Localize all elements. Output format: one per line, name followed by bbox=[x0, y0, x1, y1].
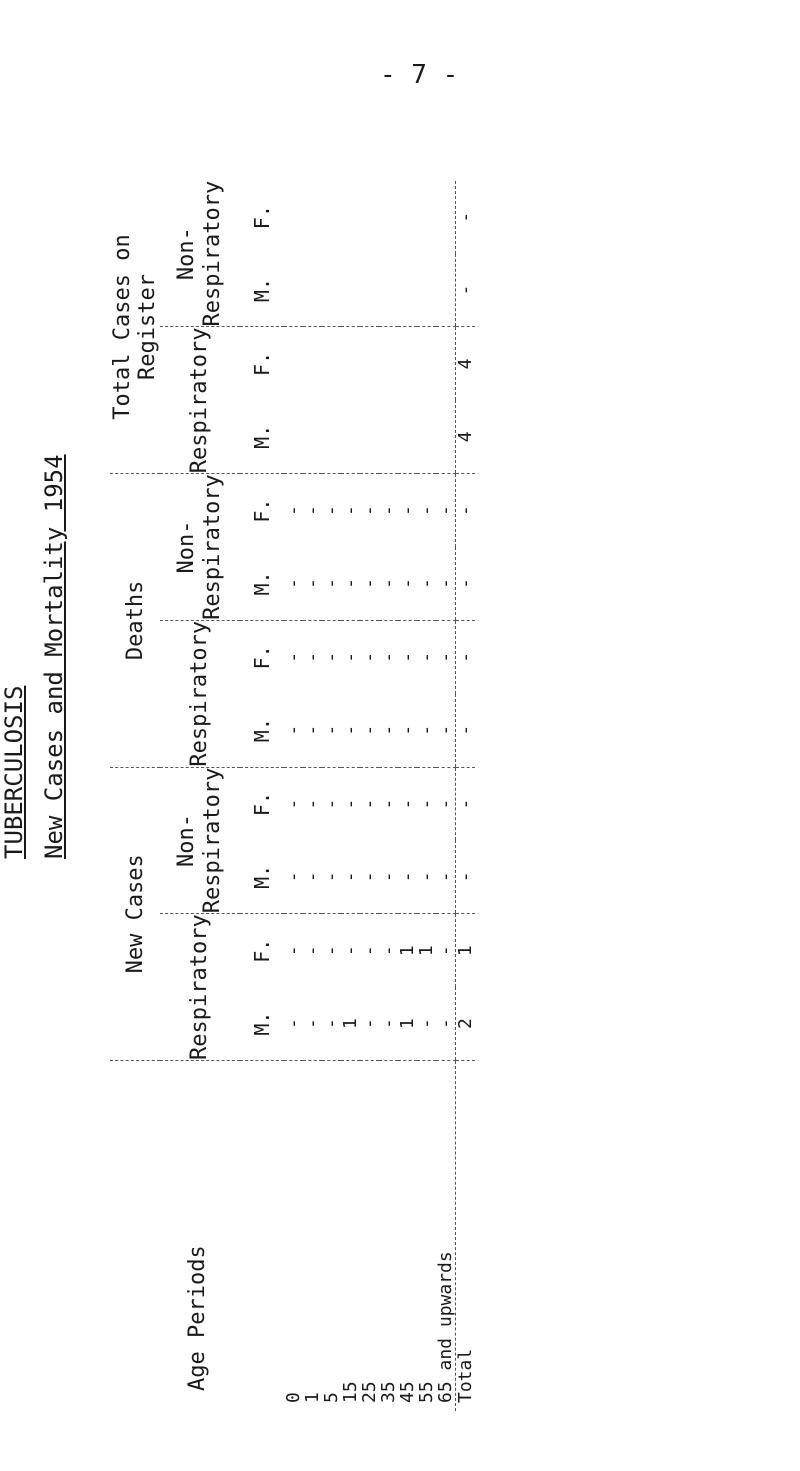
value-cell: 1 bbox=[341, 987, 360, 1060]
col-f: F. bbox=[250, 498, 274, 523]
group-new-cases: New Cases bbox=[110, 767, 160, 1060]
total-cell: - bbox=[456, 620, 476, 693]
table-row bbox=[284, 181, 303, 1411]
value-cell: - bbox=[359, 798, 380, 810]
value-cell: 1 bbox=[398, 987, 417, 1060]
table-body bbox=[284, 181, 475, 1411]
col-m: M. bbox=[240, 694, 284, 767]
value-cell: - bbox=[302, 798, 323, 810]
empty-cell bbox=[341, 181, 360, 254]
col-m: M. bbox=[240, 547, 284, 620]
total-cell: - bbox=[456, 547, 476, 620]
empty-cell bbox=[417, 254, 436, 327]
empty-cell bbox=[436, 254, 456, 327]
value-cell: - bbox=[398, 694, 417, 767]
table-row bbox=[417, 181, 436, 1411]
empty-cell bbox=[303, 254, 322, 327]
empty-cell bbox=[398, 327, 417, 400]
total-cell: - bbox=[456, 840, 476, 913]
value-cell: - bbox=[340, 651, 361, 663]
empty-cell bbox=[379, 254, 398, 327]
value-cell: - bbox=[397, 798, 418, 810]
empty-cell bbox=[322, 400, 341, 473]
sub-nonresp: Non-Respiratory bbox=[160, 474, 240, 621]
value-cell: - bbox=[436, 840, 456, 913]
total-cell: - bbox=[456, 474, 476, 547]
value-cell: - bbox=[322, 987, 341, 1060]
register-total-cell: 4 bbox=[456, 400, 476, 473]
age-cell: 45 bbox=[397, 1381, 418, 1403]
empty-cell bbox=[284, 327, 303, 400]
age-cell: 65 and upwards bbox=[435, 1251, 456, 1403]
table-row bbox=[436, 181, 456, 1411]
value-cell: - bbox=[378, 798, 399, 810]
empty-cell bbox=[303, 400, 322, 473]
empty-cell bbox=[436, 327, 456, 400]
value-cell: - bbox=[360, 547, 379, 620]
value-cell: - bbox=[435, 945, 456, 957]
empty-cell bbox=[284, 181, 303, 254]
table-row bbox=[360, 181, 379, 1411]
value-cell: - bbox=[360, 987, 379, 1060]
empty-cell bbox=[379, 327, 398, 400]
value-cell: - bbox=[284, 840, 303, 913]
value-cell: - bbox=[321, 945, 342, 957]
age-cell: 1 bbox=[302, 1392, 323, 1403]
value-cell: - bbox=[436, 547, 456, 620]
register-total-cell: 4 bbox=[456, 327, 476, 400]
group-register: Total Cases on Register bbox=[110, 181, 160, 474]
table-row bbox=[322, 181, 341, 1411]
table-row bbox=[398, 181, 417, 1411]
value-cell: - bbox=[417, 694, 436, 767]
value-cell: - bbox=[284, 987, 303, 1060]
value-cell: - bbox=[283, 651, 304, 663]
total-label: Total bbox=[456, 1061, 476, 1412]
empty-cell bbox=[398, 400, 417, 473]
total-cell: - bbox=[456, 767, 476, 840]
col-m: M. bbox=[240, 400, 284, 473]
empty-cell bbox=[322, 254, 341, 327]
sub-nonresp: Non-Respiratory bbox=[160, 181, 240, 327]
sub-nonresp: Non-Respiratory bbox=[160, 767, 240, 914]
value-cell: - bbox=[436, 987, 456, 1060]
value-cell: - bbox=[302, 651, 323, 663]
value-cell: - bbox=[379, 840, 398, 913]
empty-cell bbox=[322, 327, 341, 400]
col-m: M. bbox=[240, 840, 284, 913]
age-header: Age Periods bbox=[184, 1245, 210, 1391]
value-cell: - bbox=[303, 987, 322, 1060]
value-cell: - bbox=[398, 547, 417, 620]
value-cell: - bbox=[397, 651, 418, 663]
empty-cell bbox=[379, 400, 398, 473]
age-cell: 5 bbox=[321, 1392, 342, 1403]
value-cell: - bbox=[284, 547, 303, 620]
value-cell: - bbox=[417, 840, 436, 913]
value-cell: - bbox=[322, 840, 341, 913]
page-number: - 7 - bbox=[380, 60, 459, 90]
value-cell: - bbox=[302, 945, 323, 957]
value-cell: - bbox=[397, 505, 418, 517]
value-cell: - bbox=[360, 840, 379, 913]
col-f: F. bbox=[250, 791, 274, 817]
empty-cell bbox=[322, 181, 341, 254]
title-block bbox=[0, 454, 68, 859]
value-cell: - bbox=[359, 945, 380, 957]
value-cell: - bbox=[360, 694, 379, 767]
value-cell: - bbox=[303, 840, 322, 913]
empty-cell bbox=[436, 181, 456, 254]
value-cell: - bbox=[417, 987, 436, 1060]
empty-cell bbox=[398, 254, 417, 327]
empty-cell bbox=[341, 327, 360, 400]
age-cell: 55 bbox=[416, 1381, 437, 1403]
value-cell: - bbox=[283, 945, 304, 957]
value-cell: - bbox=[435, 505, 456, 517]
value-cell: - bbox=[340, 798, 361, 810]
empty-cell bbox=[303, 327, 322, 400]
empty-cell bbox=[284, 254, 303, 327]
empty-cell bbox=[360, 254, 379, 327]
value-cell: - bbox=[302, 505, 323, 517]
sub-resp: Respiratory bbox=[160, 620, 240, 767]
value-cell: - bbox=[416, 505, 437, 517]
value-cell: - bbox=[283, 798, 304, 810]
empty-cell bbox=[436, 400, 456, 473]
value-cell: - bbox=[341, 694, 360, 767]
value-cell: 1 bbox=[416, 945, 437, 957]
empty-cell bbox=[417, 181, 436, 254]
age-cell: 35 bbox=[378, 1381, 399, 1403]
empty-cell bbox=[398, 181, 417, 254]
age-cell: 0 bbox=[283, 1392, 304, 1403]
value-cell: - bbox=[436, 694, 456, 767]
col-m: M. bbox=[240, 987, 284, 1060]
value-cell: - bbox=[340, 945, 361, 957]
total-row bbox=[456, 181, 476, 1411]
sub-resp: Respiratory bbox=[160, 327, 240, 474]
table-row bbox=[341, 181, 360, 1411]
table-row bbox=[303, 181, 322, 1411]
value-cell: - bbox=[416, 651, 437, 663]
value-cell: - bbox=[303, 547, 322, 620]
empty-cell bbox=[341, 400, 360, 473]
value-cell: - bbox=[417, 547, 436, 620]
empty-cell bbox=[417, 327, 436, 400]
total-cell: - bbox=[456, 694, 476, 767]
value-cell: - bbox=[321, 798, 342, 810]
value-cell: - bbox=[416, 798, 437, 810]
total-cell: 2 bbox=[456, 987, 476, 1060]
subheading: New Cases and Mortality 1954 bbox=[40, 454, 68, 859]
value-cell: - bbox=[283, 505, 304, 517]
value-cell: - bbox=[435, 798, 456, 810]
value-cell: - bbox=[379, 694, 398, 767]
col-f: F. bbox=[250, 938, 274, 963]
sub-resp: Respiratory bbox=[160, 914, 240, 1061]
table-row bbox=[379, 181, 398, 1411]
heading: TUBERCULOSIS bbox=[0, 685, 28, 859]
value-cell: - bbox=[341, 547, 360, 620]
value-cell: - bbox=[322, 694, 341, 767]
empty-cell bbox=[379, 181, 398, 254]
empty-cell bbox=[284, 400, 303, 473]
empty-cell bbox=[341, 254, 360, 327]
value-cell: - bbox=[322, 547, 341, 620]
value-cell: - bbox=[379, 987, 398, 1060]
tuberculosis-table bbox=[110, 181, 475, 1411]
value-cell: - bbox=[340, 505, 361, 517]
col-f: F. bbox=[250, 645, 274, 670]
empty-cell bbox=[303, 181, 322, 254]
value-cell: - bbox=[359, 651, 380, 663]
register-total-cell: - bbox=[456, 181, 476, 254]
empty-cell bbox=[417, 400, 436, 473]
value-cell: - bbox=[284, 694, 303, 767]
value-cell: - bbox=[321, 505, 342, 517]
total-cell: 1 bbox=[456, 914, 476, 987]
value-cell: - bbox=[341, 840, 360, 913]
register-total-cell: - bbox=[456, 254, 476, 327]
group-deaths: Deaths bbox=[110, 474, 160, 767]
age-cell: 15 bbox=[340, 1381, 361, 1403]
value-cell: 1 bbox=[397, 945, 418, 957]
col-m: M. bbox=[240, 254, 284, 327]
value-cell: - bbox=[379, 547, 398, 620]
col-f: F. bbox=[250, 351, 274, 376]
empty-cell bbox=[360, 327, 379, 400]
value-cell: - bbox=[378, 945, 399, 957]
empty-cell bbox=[360, 400, 379, 473]
age-cell: 25 bbox=[359, 1381, 380, 1403]
value-cell: - bbox=[378, 651, 399, 663]
value-cell: - bbox=[321, 651, 342, 663]
empty-cell bbox=[360, 181, 379, 254]
col-f: F. bbox=[250, 205, 274, 230]
value-cell: - bbox=[359, 505, 380, 517]
value-cell: - bbox=[303, 694, 322, 767]
value-cell: - bbox=[378, 505, 399, 517]
value-cell: - bbox=[435, 651, 456, 663]
value-cell: - bbox=[398, 840, 417, 913]
